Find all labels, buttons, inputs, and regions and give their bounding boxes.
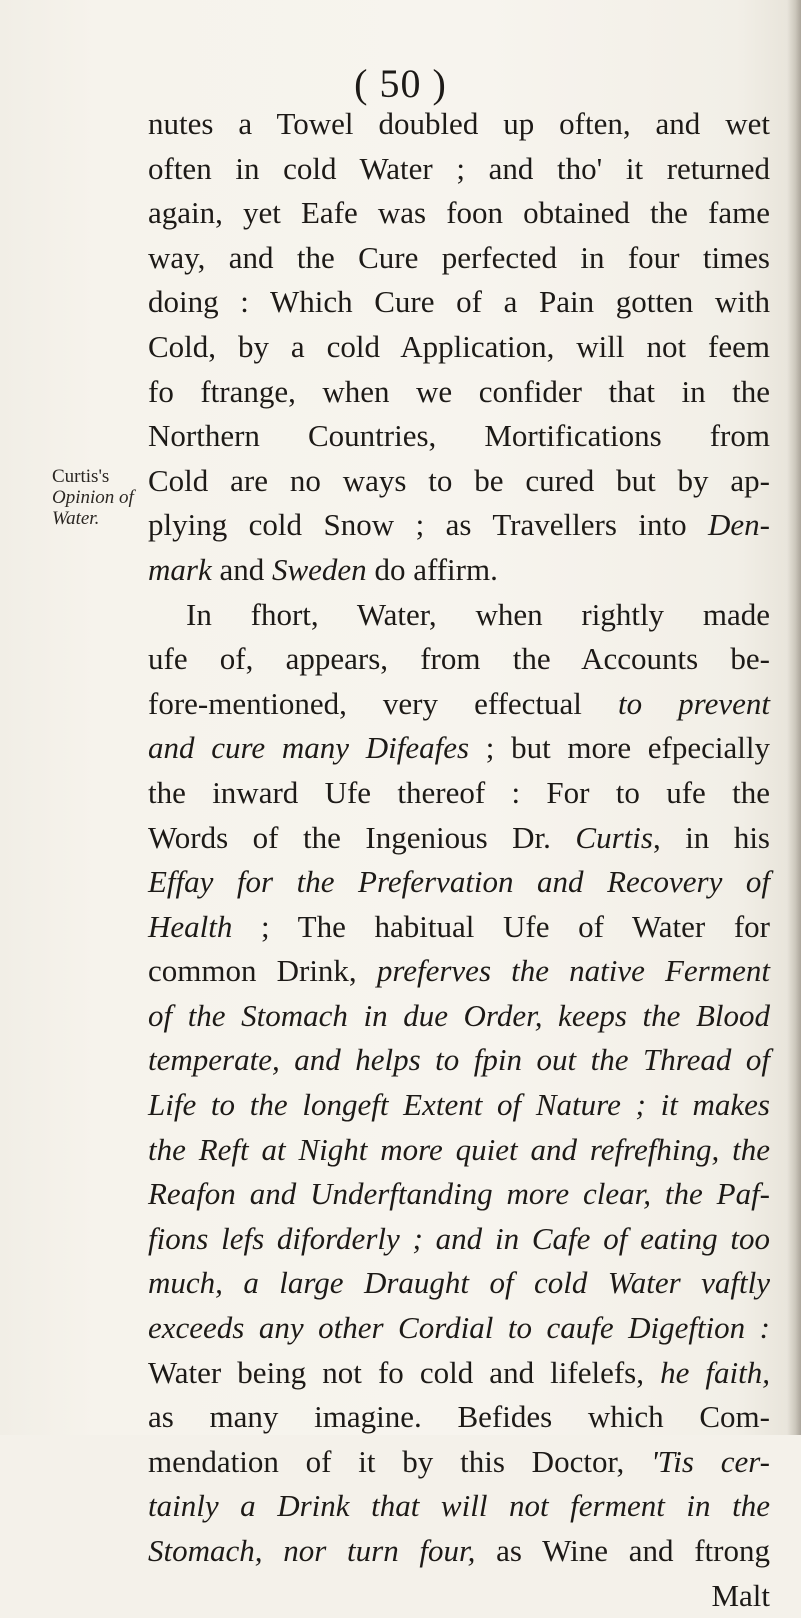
catchword: Malt <box>711 1577 770 1613</box>
text-line <box>148 1083 770 1128</box>
text-line <box>148 503 770 548</box>
quotation-run: tainly a Drink that will not ferment in the <box>148 1488 770 1524</box>
place-name: mark <box>148 551 212 587</box>
quotation-run: Life to the longeft Extent of Nature ; it makes <box>148 1087 770 1123</box>
text-line <box>148 726 770 771</box>
margin-note-line: Curtis's <box>52 466 110 487</box>
text-line: fo ftrange, when we confider that in the <box>148 373 770 409</box>
italic-run: he faith, <box>660 1354 770 1390</box>
text-line: Cold, by a cold Application, will not feem <box>148 328 770 364</box>
text-line: again, yet Eafe was foon obtained the fame <box>148 195 770 231</box>
text-line: nutes a Towel doubled up often, and wet <box>148 106 770 141</box>
text-line <box>148 949 770 994</box>
place-name: Den- <box>708 507 770 543</box>
quotation-run: the Reft at Night more quiet and refrefhing, the <box>148 1131 770 1167</box>
quotation-run: much, a large Draught of cold Water vaftly <box>148 1265 770 1301</box>
text-run: ; but more efpecially <box>469 730 770 766</box>
margin-note <box>52 466 146 529</box>
text-line: In fhort, Water, when rightly made <box>186 596 770 632</box>
text-line <box>148 1172 770 1217</box>
author-name: Curtis <box>575 819 653 855</box>
text-run: ; The habitual Ufe of Water for <box>232 908 770 944</box>
book-title: Health <box>148 908 233 944</box>
quotation-run: of the Stomach in due Order, keeps the Blood <box>148 997 770 1033</box>
text-line <box>148 1306 770 1351</box>
text-run: as Wine and ftrong <box>475 1533 770 1568</box>
text-line <box>148 1038 770 1083</box>
text-line <box>148 860 770 905</box>
text-line: Northern Countries, Mortifications from <box>148 418 770 454</box>
text-line <box>148 1261 770 1306</box>
italic-run: and cure many Difeafes <box>148 730 470 766</box>
text-line: often in cold Water ; and tho' it returned <box>148 150 770 186</box>
page-number: ( 50 ) <box>354 61 447 106</box>
text-line <box>148 1529 770 1574</box>
quotation-run: fions lefs diforderly ; and in Cafe of eating too <box>148 1220 770 1256</box>
text-run: plying cold Snow ; as Travellers into <box>148 507 709 543</box>
text-line: ufe of, appears, from the Accounts be- <box>148 641 770 677</box>
text-line <box>148 1128 770 1173</box>
text-line: the inward Ufe thereof : For to ufe the <box>148 774 770 810</box>
text-line <box>148 1440 770 1485</box>
text-line <box>148 1217 770 1262</box>
text-line: as many imagine. Befides which Com- <box>148 1399 770 1435</box>
text-line <box>148 994 770 1039</box>
text-line: Cold are no ways to be cured but by ap- <box>148 462 770 498</box>
text-run: and <box>211 551 272 587</box>
text-run: common Drink, <box>148 953 377 989</box>
text-line <box>148 548 770 593</box>
quotation-run: exceeds any other Cordial to caufe Digeftion : <box>148 1310 770 1346</box>
text-line <box>148 1484 770 1529</box>
text-line: doing : Which Cure of a Pain gotten with <box>148 284 770 320</box>
text-run: mendation of it by this Doctor, <box>148 1443 652 1479</box>
text-line: way, and the Cure perfected in four times <box>148 239 770 275</box>
text-run: do affirm. <box>366 551 498 587</box>
page-edge-shadow <box>787 0 801 1435</box>
margin-note-line: Water. <box>52 508 100 529</box>
text-run: , in his <box>652 819 770 855</box>
quotation-run: Stomach, nor turn four, <box>148 1533 476 1568</box>
text-run: fore-mentioned, very effectual <box>148 685 618 721</box>
book-title: Effay for the Prefervation and Recovery of <box>148 864 770 900</box>
italic-run: to prevent <box>618 685 770 721</box>
quotation-run: temperate, and helps to fpin out the Thread of <box>148 1042 770 1078</box>
quotation-run: 'Tis cer- <box>651 1443 770 1479</box>
text-line <box>148 682 770 727</box>
text-line <box>148 1351 770 1396</box>
text-line <box>148 816 770 861</box>
margin-note-line: Opinion of <box>52 487 134 508</box>
quotation-run: preferves the native Ferment <box>376 953 771 989</box>
body-text <box>148 102 770 1618</box>
text-run: Words of the Ingenious Dr. <box>148 819 576 855</box>
text-run: Water being not fo cold and lifelefs, <box>148 1354 661 1390</box>
text-line <box>148 905 770 950</box>
place-name: Sweden <box>271 551 367 587</box>
quotation-run: Reafon and Underftanding more clear, the Paf- <box>148 1176 770 1212</box>
